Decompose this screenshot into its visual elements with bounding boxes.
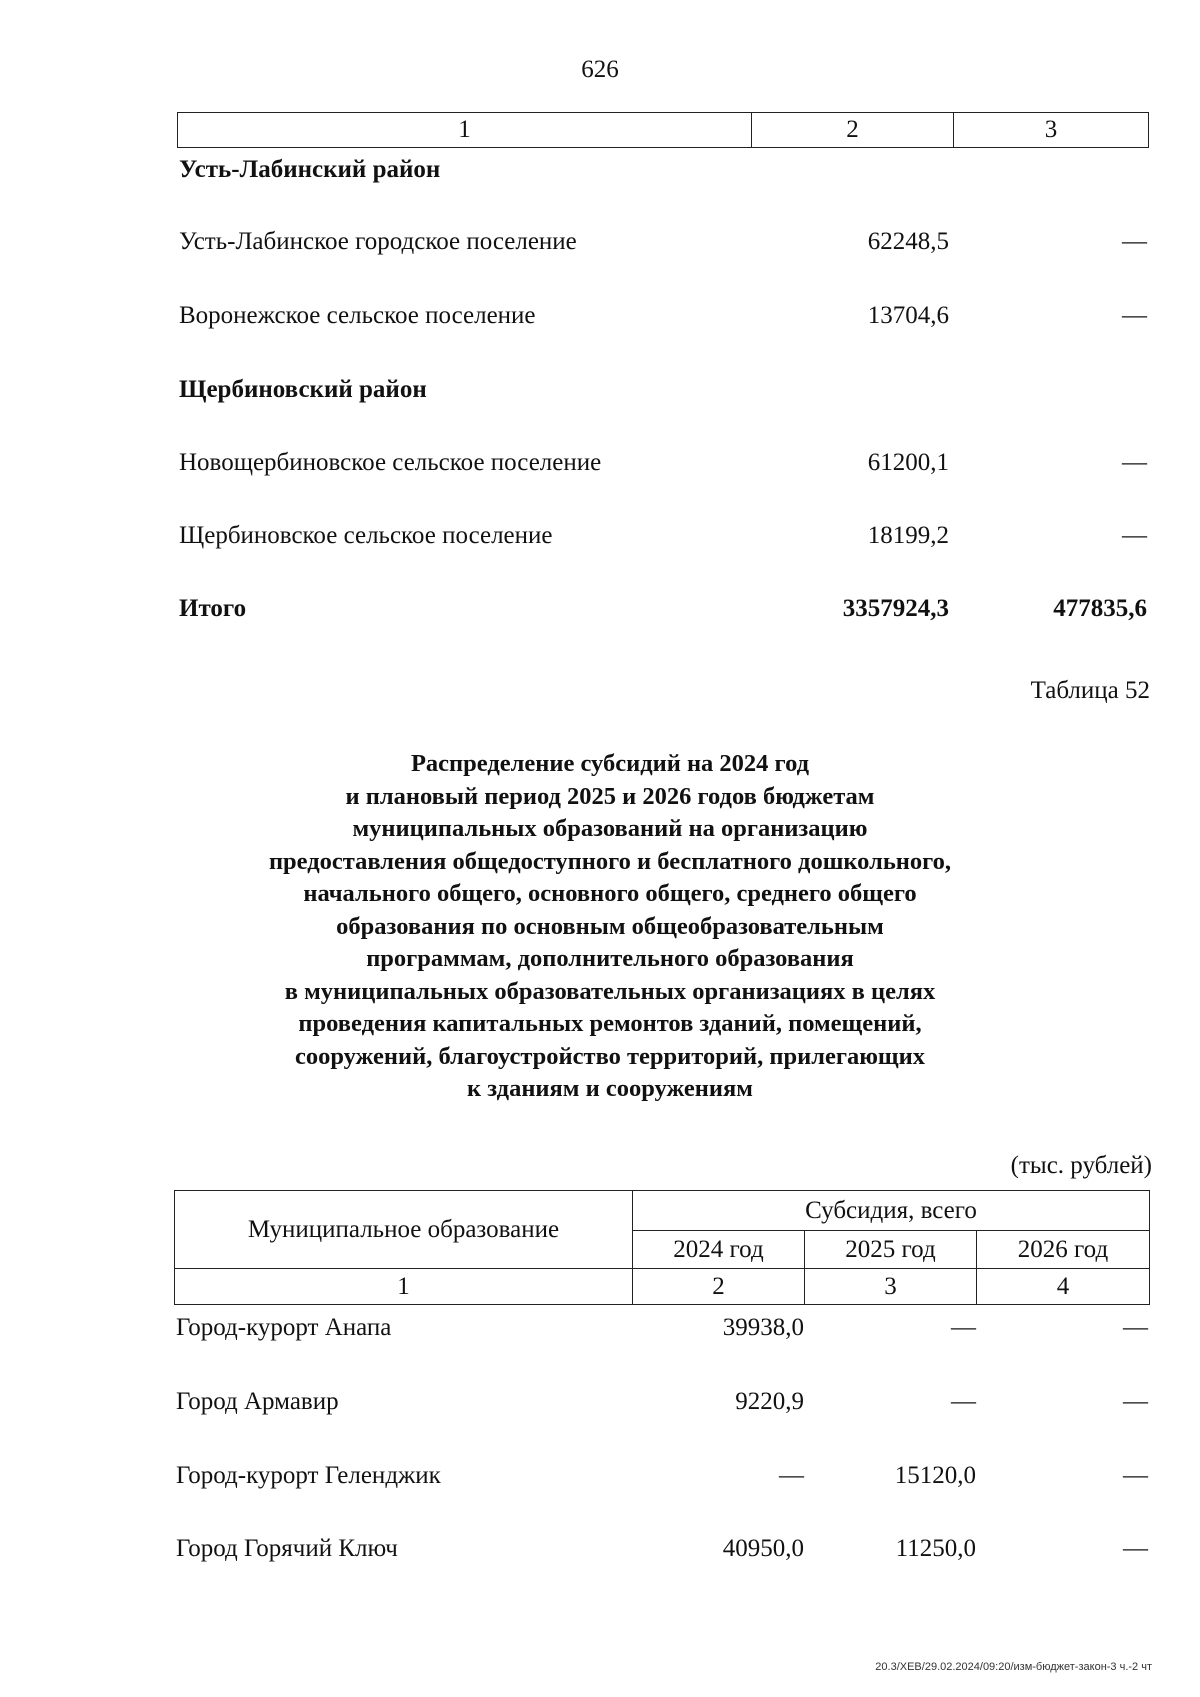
- row-name: Город Армавир: [176, 1388, 339, 1415]
- row-name: Щербиновское сельское поселение: [179, 522, 553, 549]
- table-number-label: Таблица 52: [1030, 677, 1150, 704]
- title-line: Распределение субсидий на 2024 год: [410, 750, 810, 777]
- table-row: [177, 449, 1149, 483]
- row-value-2026: —: [1123, 1462, 1148, 1489]
- continuation-table-header: [177, 112, 1149, 148]
- header-number-2: 2: [633, 1269, 805, 1304]
- table-row: [177, 522, 1149, 556]
- title-line: проведения капитальных ремонтов зданий, помещений,: [298, 1010, 922, 1037]
- title-line: начального общего, основного общего, среднего общего: [303, 880, 917, 907]
- row-value-2024: 40950,0: [722, 1535, 804, 1562]
- header-col-3: 3: [1044, 116, 1058, 143]
- table-row: [174, 1462, 1150, 1496]
- title-line: предоставления общедоступного и бесплатного дошкольного,: [268, 847, 952, 875]
- page-number: 626: [581, 56, 619, 83]
- row-value-2024: 62248,5: [867, 228, 949, 255]
- units-label: (тыс. рублей): [1010, 1152, 1152, 1179]
- row-value-2024: 13704,6: [867, 302, 949, 329]
- row-value-col3: —: [1122, 302, 1147, 329]
- row-value-2026: —: [1123, 1535, 1148, 1562]
- row-value-2025: 15120,0: [894, 1462, 976, 1489]
- row-value-2025: —: [951, 1388, 976, 1415]
- header-number-1: 1: [175, 1269, 633, 1304]
- header-subsidy-total: Субсидия, всего: [633, 1191, 1149, 1231]
- row-value-2025: —: [951, 1314, 976, 1341]
- total-label: Итого: [179, 595, 247, 622]
- table-row: [174, 1314, 1150, 1348]
- row-value-2024: —: [779, 1462, 804, 1489]
- title-line: в муниципальных образовательных организациях в целях: [284, 977, 936, 1005]
- total-value-col3: 477835,6: [1053, 595, 1147, 622]
- table-row: [177, 376, 1149, 410]
- table52-header: [174, 1190, 1150, 1305]
- header-number-3: 3: [805, 1269, 977, 1304]
- total-row: [177, 595, 1149, 629]
- row-value-2024: 39938,0: [722, 1314, 804, 1341]
- row-name: Усть-Лабинское городское поселение: [179, 228, 577, 255]
- row-name: Новощербиновское сельское поселение: [179, 449, 602, 476]
- table-row: [177, 228, 1149, 262]
- title-line: и плановый период 2025 и 2026 годов бюджетам: [345, 782, 875, 810]
- header-number-4: 4: [1056, 1272, 1070, 1300]
- row-value-2024: 18199,2: [867, 522, 949, 549]
- table-row: [177, 302, 1149, 336]
- title-line: муниципальных образований на организацию: [352, 815, 868, 842]
- title-line: программам, дополнительного образования: [366, 945, 854, 972]
- row-value-2026: —: [1123, 1388, 1148, 1415]
- row-value-col3: —: [1122, 228, 1147, 255]
- title-line: сооружений, благоустройство территорий, прилегающих: [294, 1042, 925, 1070]
- row-name: Воронежское сельское поселение: [179, 302, 536, 329]
- row-name: Щербиновский район: [179, 376, 427, 403]
- header-year-2025: 2025 год: [805, 1231, 977, 1269]
- title-line: к зданиям и сооружениям: [467, 1075, 753, 1102]
- row-value-col3: —: [1122, 449, 1147, 476]
- row-name: Город Горячий Ключ: [176, 1535, 398, 1562]
- row-name: Город-курорт Геленджик: [176, 1462, 441, 1489]
- row-name: Город-курорт Анапа: [176, 1314, 392, 1341]
- document-footer-code: 20.3/ХЕВ/29.02.2024/09:20/изм-бюджет-закон-3 ч.-2 чт: [875, 1661, 1152, 1673]
- row-value-2024: 9220,9: [735, 1388, 804, 1415]
- header-col-2: 2: [752, 113, 954, 147]
- row-value-2026: —: [1123, 1314, 1148, 1341]
- row-value-2025: 11250,0: [895, 1535, 976, 1562]
- header-municipality: Муниципальное образование: [175, 1191, 633, 1269]
- header-year-2026: 2026 год: [977, 1231, 1149, 1269]
- title-line: образования по основным общеобразовательным: [336, 912, 884, 940]
- row-name: Усть-Лабинский район: [179, 156, 441, 183]
- row-value-col3: —: [1122, 522, 1147, 549]
- table-row: [174, 1388, 1150, 1422]
- table-title: [0, 748, 1200, 1106]
- total-value-2024: 3357924,3: [842, 595, 949, 622]
- table-row: [174, 1535, 1150, 1569]
- header-col-1: 1: [178, 113, 752, 147]
- header-year-2024: 2024 год: [633, 1231, 805, 1269]
- row-value-2024: 61200,1: [867, 449, 949, 476]
- table-row: [177, 156, 1149, 190]
